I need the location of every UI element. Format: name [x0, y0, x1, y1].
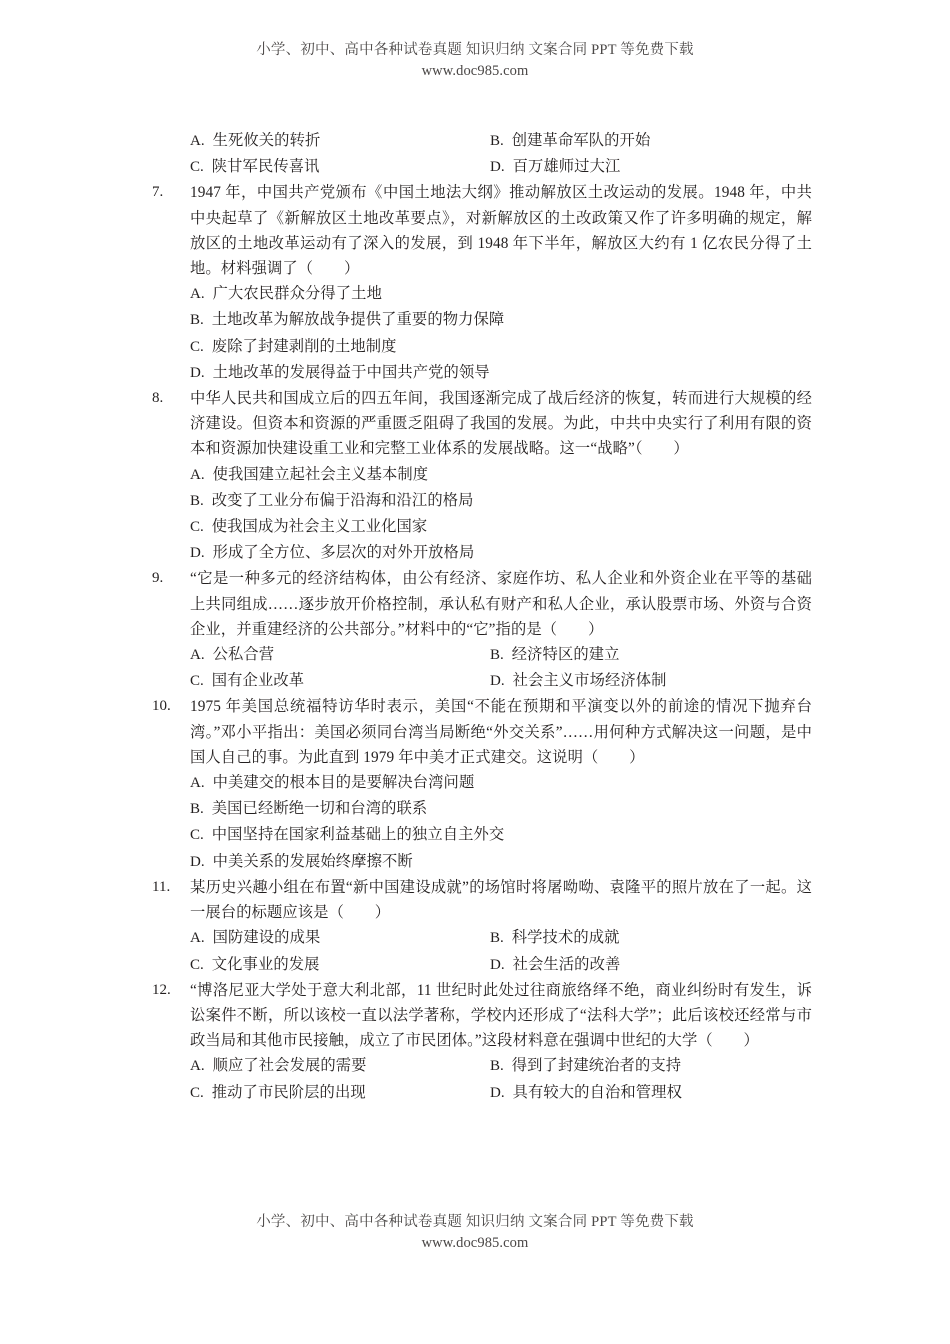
question-number: 10. [152, 698, 171, 715]
option-letter: D. [190, 853, 205, 870]
option-row [190, 822, 812, 848]
option-item[interactable] [490, 952, 812, 978]
option-item[interactable] [490, 668, 812, 694]
header-watermark [0, 40, 950, 82]
question-block [152, 180, 812, 386]
option-text: 社会生活的改善 [512, 955, 621, 973]
option-text: 改变了工业分布偏于沿海和沿江的格局 [211, 491, 474, 509]
option-text: 顺应了社会发展的需要 [212, 1057, 367, 1075]
option-text: 美国已经断绝一切和台湾的联系 [211, 800, 428, 818]
option-group [152, 281, 812, 386]
option-row [190, 796, 812, 822]
option-item[interactable] [190, 334, 812, 360]
option-text: 文化事业的发展 [211, 955, 320, 973]
header-watermark-url: www.doc985.com [421, 63, 529, 79]
question-block [152, 875, 812, 978]
question-number: 9. [152, 570, 164, 587]
option-letter: B. [490, 1058, 504, 1075]
option-text: 得到了封建统治者的支持 [511, 1057, 682, 1075]
option-text: 推动了市民阶层的出现 [211, 1083, 366, 1101]
option-letter: A. [190, 133, 205, 149]
option-item[interactable] [490, 925, 812, 951]
option-row [190, 668, 812, 694]
option-letter: D. [490, 673, 505, 690]
option-item[interactable] [190, 128, 490, 154]
option-row [190, 462, 812, 488]
option-letter: A. [190, 775, 205, 792]
option-item[interactable] [190, 514, 812, 540]
option-row [190, 642, 812, 668]
option-text: 生死攸关的转折 [212, 132, 321, 149]
question-stem-text: “它是一种多元的经济结构体，由公有经济、家庭作坊、私人企业和外资企业在平等的基础上共同组成……逐步放开价格控制，承认私有财产和私人企业，承认股票市场、外资与合资企业，并重建经济的公共部分。”材料中的“它”指的是（ ） [190, 570, 812, 638]
question-number: 7. [152, 184, 164, 201]
option-group [152, 925, 812, 977]
option-letter: B. [490, 647, 504, 664]
option-text: 具有较大的自治和管理权 [512, 1083, 682, 1101]
option-item[interactable] [190, 952, 490, 978]
option-group [152, 642, 812, 694]
option-text: 科学技术的成就 [511, 929, 620, 947]
option-item[interactable] [190, 849, 812, 875]
option-letter: B. [490, 133, 504, 149]
footer-watermark-line-1: 小学、初中、高中各种试卷真题 知识归纳 文案合同 PPT 等免费下载 [256, 1214, 694, 1230]
option-item[interactable] [190, 488, 812, 514]
question-stem-text: 1975 年美国总统福特访华时表示，美国“不能在预期和平演变以外的前途的情况下抛弃台湾。”邓小平指出：美国必须同台湾当局断绝“外交关系”……用何种方式解决这一问题，是中国人自己的事。为此直到 1979 年中美才正式建交。这说明（ ） [190, 698, 812, 766]
option-text: 国有企业改革 [211, 672, 305, 690]
option-item[interactable] [190, 281, 812, 307]
question-stem-row [152, 978, 812, 1054]
option-text: 社会主义市场经济体制 [512, 672, 667, 690]
question-stem-text: “博洛尼亚大学处于意大利北部，11 世纪时此处过往商旅络绎不绝，商业纠纷时有发生，诉讼案件不断，所以该校一直以法学著称，学校内还形成了“法科大学”；此后该校还经常与市政当局和其他市民接触，成立了市民团体。”这段材料意在强调中世纪的大学（ ） [190, 981, 812, 1050]
option-item[interactable] [490, 1053, 812, 1079]
option-text: 公私合营 [212, 646, 275, 664]
option-item[interactable] [190, 770, 812, 796]
question-stem-text: 中华人民共和国成立后的四五年间，我国逐渐完成了战后经济的恢复，转而进行大规模的经济建设。但资本和资源的严重匮乏阻碍了我国的发展。为此，中共中央实行了利用有限的资本和资源加快建设重工业和完整工业体系的发展战略。这一“战略”（ ） [190, 390, 812, 458]
option-letter: C. [190, 827, 204, 844]
option-row [190, 360, 812, 386]
option-item[interactable] [190, 796, 812, 822]
carryover-option-group [152, 128, 812, 180]
question-stem-row [152, 875, 812, 925]
option-letter: D. [490, 956, 505, 973]
option-letter: A. [190, 647, 205, 664]
document-content [152, 128, 812, 1106]
question-stem-row [152, 386, 812, 462]
footer-watermark-url: www.doc985.com [421, 1235, 529, 1251]
option-letter: C. [190, 956, 204, 973]
question-stem-row [152, 180, 812, 281]
option-row [190, 334, 812, 360]
header-watermark-line-1: 小学、初中、高中各种试卷真题 知识归纳 文案合同 PPT 等免费下载 [256, 42, 694, 58]
question-number: 8. [152, 390, 164, 407]
option-item[interactable] [190, 307, 812, 333]
option-letter: A. [190, 1058, 205, 1075]
question-block [152, 694, 812, 874]
option-letter: C. [190, 673, 204, 690]
option-letter: C. [190, 159, 204, 176]
question-list [152, 180, 812, 1105]
option-letter: A. [190, 466, 205, 483]
question-stem-text: 1947 年，中国共产党颁布《中国土地法大纲》推动解放区土改运动的发展。1948 年，中共中央起草了《新解放区土地改革要点》，对新解放区的土改政策又作了许多明确的规定，解放区的土地改革运动有了深入的发展，到 1948 年下半年，解放区大约有 1 亿农民分得了土地。材料强调了（ ） [190, 184, 812, 278]
option-row [190, 154, 812, 180]
option-item[interactable] [190, 462, 812, 488]
option-text: 废除了封建剥削的土地制度 [211, 337, 397, 355]
option-letter: B. [190, 492, 204, 509]
option-letter: A. [190, 286, 205, 303]
option-row [190, 849, 812, 875]
option-row [190, 514, 812, 540]
option-item[interactable] [490, 128, 812, 154]
option-letter: D. [190, 364, 205, 381]
option-text: 形成了全方位、多层次的对外开放格局 [212, 544, 475, 562]
option-group [152, 462, 812, 567]
option-group [152, 1053, 812, 1105]
question-stem-row [152, 566, 812, 642]
option-row [190, 925, 812, 951]
option-letter: D. [490, 159, 505, 176]
option-item[interactable] [190, 668, 490, 694]
option-text: 国防建设的成果 [212, 929, 321, 947]
option-letter: B. [490, 930, 504, 947]
option-item[interactable] [190, 540, 812, 566]
option-letter: D. [490, 1084, 505, 1101]
option-item[interactable] [190, 822, 812, 848]
option-letter: C. [190, 1084, 204, 1101]
option-item[interactable] [490, 1080, 812, 1106]
option-text: 中美关系的发展始终摩擦不断 [212, 852, 413, 870]
question-stem-row [152, 694, 812, 770]
option-letter: A. [190, 930, 205, 947]
option-row [190, 1080, 812, 1106]
option-row [190, 307, 812, 333]
option-text: 广大农民群众分得了土地 [212, 285, 382, 303]
option-text: 创建革命军队的开始 [511, 132, 651, 149]
question-number: 11. [152, 878, 171, 895]
option-item[interactable] [490, 154, 812, 180]
option-text: 陕甘军民传喜讯 [211, 158, 320, 176]
option-letter: D. [190, 545, 205, 562]
option-text: 土地改革为解放战争提供了重要的物力保障 [211, 311, 505, 329]
option-row [190, 540, 812, 566]
option-item[interactable] [190, 1080, 490, 1106]
option-text: 中国坚持在国家利益基础上的独立自主外交 [211, 826, 505, 844]
option-text: 使我国成为社会主义工业化国家 [211, 518, 428, 536]
option-row [190, 1053, 812, 1079]
option-item[interactable] [190, 1053, 490, 1079]
question-block [152, 978, 812, 1106]
option-text: 百万雄师过大江 [512, 158, 621, 176]
option-row [190, 128, 812, 154]
option-item[interactable] [190, 642, 490, 668]
option-row [190, 952, 812, 978]
option-letter: B. [190, 312, 204, 329]
option-text: 中美建交的根本目的是要解决台湾问题 [212, 774, 475, 792]
option-row [190, 488, 812, 514]
option-letter: C. [190, 519, 204, 536]
question-block [152, 566, 812, 694]
option-item[interactable] [190, 154, 490, 180]
option-item[interactable] [490, 642, 812, 668]
option-item[interactable] [190, 925, 490, 951]
option-item[interactable] [190, 360, 812, 386]
question-stem-text: 某历史兴趣小组在布置“新中国建设成就”的场馆时将屠呦呦、袁隆平的照片放在了一起。这一展台的标题应该是（ ） [190, 878, 812, 922]
question-number: 12. [152, 981, 171, 998]
option-row [190, 770, 812, 796]
option-text: 经济特区的建立 [511, 646, 620, 664]
option-group [152, 770, 812, 875]
footer-watermark [0, 1212, 950, 1254]
option-text: 使我国建立起社会主义基本制度 [212, 465, 429, 483]
option-letter: C. [190, 338, 204, 355]
option-row [190, 281, 812, 307]
option-letter: B. [190, 801, 204, 818]
option-text: 土地改革的发展得益于中国共产党的领导 [212, 363, 490, 381]
question-block [152, 386, 812, 566]
